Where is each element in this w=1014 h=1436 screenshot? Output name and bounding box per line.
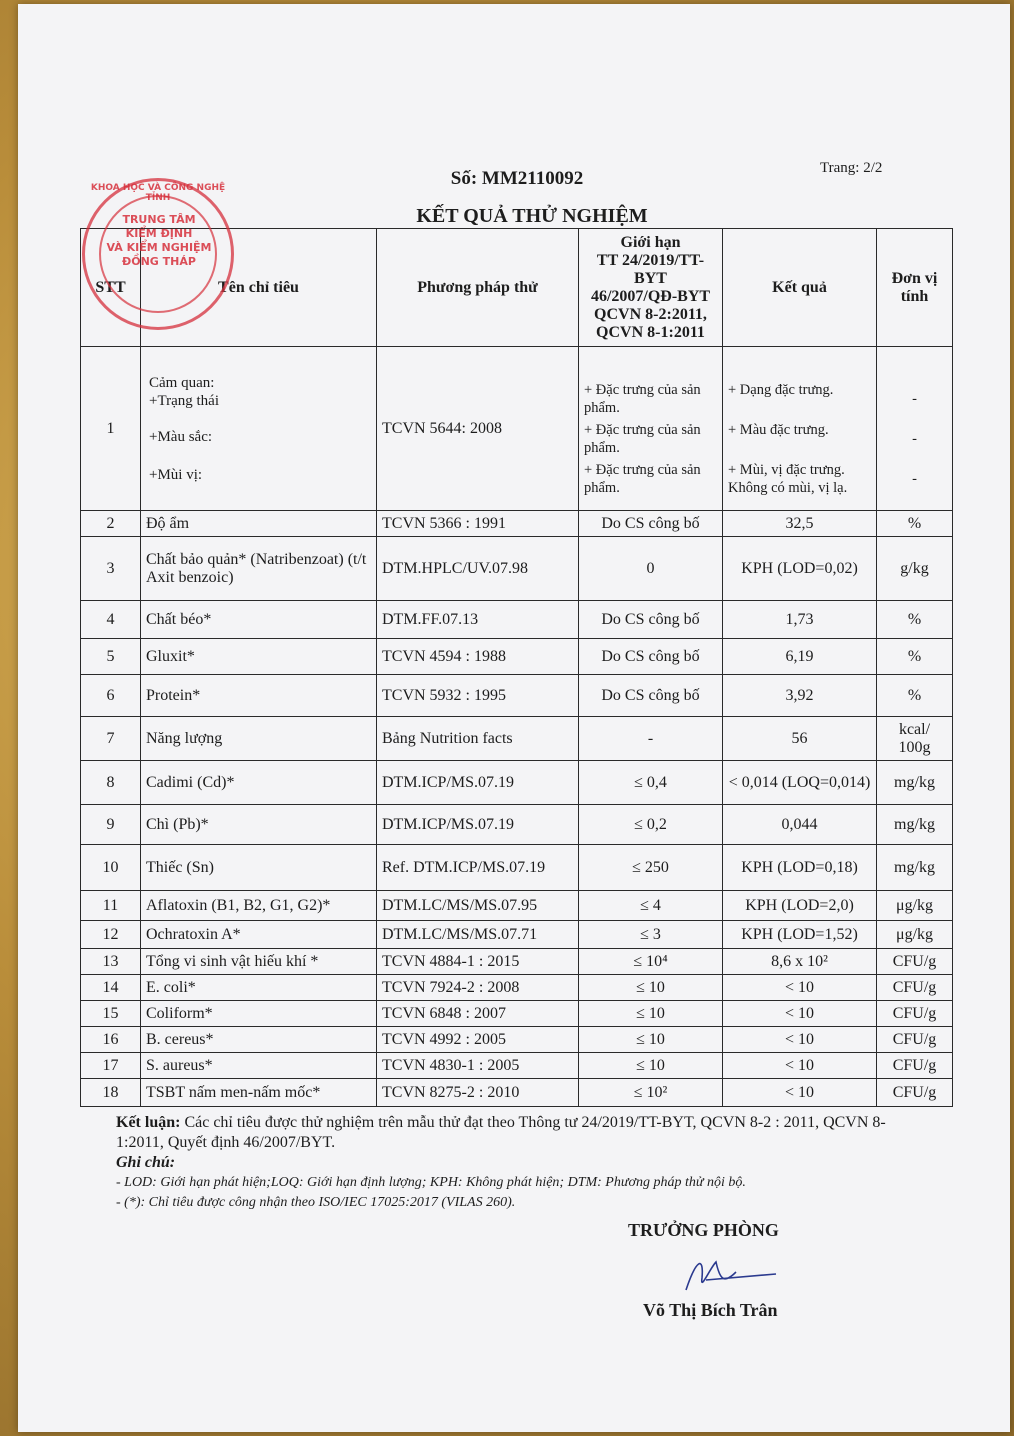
result-cell: 3,92	[723, 675, 877, 717]
unit-cell: CFU/g	[877, 1053, 953, 1079]
name-cell: Chất bảo quản* (Natribenzoat) (t/t Axit benzoic)	[141, 537, 377, 601]
limit-cell: 0	[579, 537, 723, 601]
method-cell: TCVN 4594 : 1988	[377, 639, 579, 675]
stt-cell: 14	[81, 975, 141, 1001]
table-row	[81, 761, 953, 805]
column-header-result: Kết quả	[723, 229, 877, 347]
stt-cell: 16	[81, 1027, 141, 1053]
result-cell: 6,19	[723, 639, 877, 675]
method-cell: TCVN 4992 : 2005	[377, 1027, 579, 1053]
stt-cell: 4	[81, 601, 141, 639]
limit-cell: ≤ 10	[579, 1053, 723, 1079]
stamp-line: VÀ KIỂM NGHIỆM	[106, 241, 212, 254]
table-row	[81, 975, 953, 1001]
limit-header-line: QCVN 8-1:2011	[596, 323, 705, 341]
sensory-name-line: +Màu sắc:	[149, 428, 213, 445]
name-cell: B. cereus*	[141, 1027, 377, 1053]
limit-header-line: BYT	[634, 269, 667, 287]
result-cell	[723, 347, 877, 511]
name-cell: Coliform*	[141, 1001, 377, 1027]
stt-cell: 6	[81, 675, 141, 717]
name-cell	[141, 347, 377, 511]
limit-header-line: TT 24/2019/TT-	[596, 251, 705, 269]
sensory-unit-line: -	[912, 391, 917, 407]
result-cell: 1,73	[723, 601, 877, 639]
stamp-line: KIỂM ĐỊNH	[125, 227, 193, 240]
unit-cell: mg/kg	[877, 761, 953, 805]
unit-cell: CFU/g	[877, 949, 953, 975]
limit-cell: Do CS công bố	[579, 511, 723, 537]
result-cell: < 10	[723, 975, 877, 1001]
method-cell: DTM.FF.07.13	[377, 601, 579, 639]
name-cell: Aflatoxin (B1, B2, G1, G2)*	[141, 891, 377, 921]
limit-cell: ≤ 10	[579, 975, 723, 1001]
name-cell: Năng lượng	[141, 717, 377, 761]
note-line: - LOD: Giới hạn phát hiện;LOQ: Giới hạn định lượng; KPH: Không phát hiện; DTM: Phương pháp thử nội bộ.	[116, 1175, 746, 1190]
stt-cell: 18	[81, 1079, 141, 1107]
stt-cell: 17	[81, 1053, 141, 1079]
result-cell: KPH (LOD=0,02)	[723, 537, 877, 601]
signer-name: Võ Thị Bích Trân	[643, 1300, 778, 1320]
result-cell: KPH (LOD=0,18)	[723, 845, 877, 891]
sensory-limit-line: + Đặc trưng của sản phẩm.	[584, 462, 701, 496]
signatory-title: TRƯỞNG PHÒNG	[628, 1220, 779, 1240]
table-row	[81, 537, 953, 601]
stt-cell: 2	[81, 511, 141, 537]
method-cell: TCVN 6848 : 2007	[377, 1001, 579, 1027]
limit-cell: Do CS công bố	[579, 601, 723, 639]
limit-header-line: 46/2007/QĐ-BYT	[590, 287, 711, 305]
limit-cell: ≤ 10	[579, 1027, 723, 1053]
stt-cell: 7	[81, 717, 141, 761]
limit-cell: Do CS công bố	[579, 639, 723, 675]
method-cell: TCVN 4884-1 : 2015	[377, 949, 579, 975]
stt-cell: 8	[81, 761, 141, 805]
method-cell: TCVN 5366 : 1991	[377, 511, 579, 537]
conclusion	[116, 1113, 906, 1153]
table-row	[81, 1001, 953, 1027]
table-row	[81, 845, 953, 891]
name-cell: Tổng vi sinh vật hiếu khí *	[141, 949, 377, 975]
limit-cell	[579, 347, 723, 511]
method-cell: TCVN 7924-2 : 2008	[377, 975, 579, 1001]
method-cell: DTM.ICP/MS.07.19	[377, 805, 579, 845]
table-row	[81, 949, 953, 975]
method-cell: TCVN 5932 : 1995	[377, 675, 579, 717]
unit-cell	[877, 347, 953, 511]
stt-cell: 12	[81, 921, 141, 949]
unit-cell: kcal/ 100g	[877, 717, 953, 761]
limit-cell: ≤ 0,2	[579, 805, 723, 845]
limit-cell: ≤ 10⁴	[579, 949, 723, 975]
sensory-result-line: + Mùi, vị đặc trưng. Không có mùi, vị lạ.	[728, 462, 848, 496]
limit-header-title: Giới hạn	[620, 233, 681, 251]
method-cell: Ref. DTM.ICP/MS.07.19	[377, 845, 579, 891]
column-header-stt: STT	[81, 229, 141, 347]
column-header-name: Tên chỉ tiêu	[141, 229, 377, 347]
stt-cell: 15	[81, 1001, 141, 1027]
page-number: Trang: 2/2	[820, 160, 883, 176]
sensory-result-line: + Dạng đặc trưng.	[728, 382, 834, 398]
method-cell: DTM.HPLC/UV.07.98	[377, 537, 579, 601]
sensory-name-line: +Mùi vị:	[149, 466, 203, 483]
sensory-unit-line: -	[912, 471, 917, 487]
unit-cell: %	[877, 639, 953, 675]
name-cell: Chì (Pb)*	[141, 805, 377, 845]
sensory-limit-line: + Đặc trưng của sản phẩm.	[584, 422, 701, 456]
unit-cell: CFU/g	[877, 1001, 953, 1027]
result-cell: KPH (LOD=2,0)	[723, 891, 877, 921]
stamp-ring-text: KHOA HỌC VÀ CÔNG NGHỆ TỈNH	[90, 183, 226, 203]
table-row	[81, 675, 953, 717]
unit-cell: mg/kg	[877, 805, 953, 845]
conclusion-label: Kết luận:	[116, 1114, 181, 1131]
unit-cell: μg/kg	[877, 891, 953, 921]
sensory-name-line: Cảm quan:	[149, 374, 215, 391]
result-cell: KPH (LOD=1,52)	[723, 921, 877, 949]
column-header-unit	[877, 229, 953, 347]
result-cell: < 10	[723, 1001, 877, 1027]
result-cell: < 0,014 (LOQ=0,014)	[723, 761, 877, 805]
stamp-line: ĐỒNG THÁP	[122, 255, 196, 268]
table-row	[81, 1079, 953, 1107]
limit-cell: ≤ 10²	[579, 1079, 723, 1107]
result-cell: < 10	[723, 1027, 877, 1053]
results-table	[80, 228, 953, 1107]
official-stamp	[82, 178, 234, 330]
table-row	[81, 511, 953, 537]
result-cell: 56	[723, 717, 877, 761]
stt-cell: 11	[81, 891, 141, 921]
unit-header-line: tính	[900, 287, 929, 305]
notes-title: Ghi chú:	[116, 1154, 176, 1171]
result-cell: < 10	[723, 1053, 877, 1079]
table-row	[81, 601, 953, 639]
stt-cell: 13	[81, 949, 141, 975]
result-cell: 0,044	[723, 805, 877, 845]
name-cell: TSBT nấm men-nấm mốc*	[141, 1079, 377, 1107]
table-row	[81, 921, 953, 949]
unit-cell: μg/kg	[877, 921, 953, 949]
stamp-line: TRUNG TÂM	[122, 213, 196, 226]
unit-cell: g/kg	[877, 537, 953, 601]
name-cell: S. aureus*	[141, 1053, 377, 1079]
name-cell: Gluxit*	[141, 639, 377, 675]
sensory-result-line: + Màu đặc trưng.	[728, 422, 829, 438]
method-cell: Bảng Nutrition facts	[377, 717, 579, 761]
name-cell: Thiếc (Sn)	[141, 845, 377, 891]
unit-cell: %	[877, 601, 953, 639]
stt-cell: 5	[81, 639, 141, 675]
limit-header-line: QCVN 8-2:2011,	[594, 305, 707, 323]
limit-cell: Do CS công bố	[579, 675, 723, 717]
limit-cell: ≤ 10	[579, 1001, 723, 1027]
stt-cell: 9	[81, 805, 141, 845]
table-row	[81, 891, 953, 921]
method-cell: TCVN 8275-2 : 2010	[377, 1079, 579, 1107]
stt-cell: 10	[81, 845, 141, 891]
unit-cell: CFU/g	[877, 1027, 953, 1053]
table-row	[81, 717, 953, 761]
column-header-method: Phương pháp thử	[377, 229, 579, 347]
name-cell: Ochratoxin A*	[141, 921, 377, 949]
stamp-center-text	[103, 213, 215, 269]
unit-cell: mg/kg	[877, 845, 953, 891]
method-cell: DTM.LC/MS/MS.07.71	[377, 921, 579, 949]
table-row	[81, 639, 953, 675]
limit-cell: ≤ 4	[579, 891, 723, 921]
signature-icon	[676, 1250, 786, 1300]
method-cell: TCVN 4830-1 : 2005	[377, 1053, 579, 1079]
method-cell: DTM.ICP/MS.07.19	[377, 761, 579, 805]
table-row	[81, 1027, 953, 1053]
limit-cell: -	[579, 717, 723, 761]
footer-notes	[116, 1113, 906, 1213]
result-cell: 32,5	[723, 511, 877, 537]
table-row-sensory	[81, 347, 953, 511]
note-line: - (*): Chỉ tiêu được công nhận theo ISO/IEC 17025:2017 (VILAS 260).	[116, 1195, 516, 1210]
stt-cell: 3	[81, 537, 141, 601]
limit-cell: ≤ 3	[579, 921, 723, 949]
name-cell: E. coli*	[141, 975, 377, 1001]
table-row	[81, 1053, 953, 1079]
conclusion-text: Các chỉ tiêu được thử nghiệm trên mẫu thử đạt theo Thông tư 24/2019/TT-BYT, QCVN 8-2 : 2011, QCVN 8-1:2011, Quyết định 46/2007/BYT.	[116, 1114, 886, 1151]
unit-cell: %	[877, 675, 953, 717]
name-cell: Chất béo*	[141, 601, 377, 639]
unit-cell: CFU/g	[877, 975, 953, 1001]
unit-cell: %	[877, 511, 953, 537]
table-row	[81, 805, 953, 845]
result-cell: 8,6 x 10²	[723, 949, 877, 975]
sensory-limit-line: + Đặc trưng của sản phẩm.	[584, 382, 701, 416]
sensory-name-line: +Trạng thái	[149, 392, 219, 409]
method-cell: DTM.LC/MS/MS.07.95	[377, 891, 579, 921]
method-cell: TCVN 5644: 2008	[377, 347, 579, 511]
page-title: KẾT QUẢ THỬ NGHIỆM	[416, 205, 648, 227]
limit-cell: ≤ 0,4	[579, 761, 723, 805]
sensory-unit-line: -	[912, 431, 917, 447]
unit-cell: CFU/g	[877, 1079, 953, 1107]
name-cell: Protein*	[141, 675, 377, 717]
stt-cell: 1	[81, 347, 141, 511]
result-cell: < 10	[723, 1079, 877, 1107]
column-header-limit	[579, 229, 723, 347]
name-cell: Cadimi (Cd)*	[141, 761, 377, 805]
document-number: Số: MM2110092	[450, 168, 584, 189]
name-cell: Độ ẩm	[141, 511, 377, 537]
unit-header-line: Đơn vị	[891, 269, 938, 287]
limit-cell: ≤ 250	[579, 845, 723, 891]
